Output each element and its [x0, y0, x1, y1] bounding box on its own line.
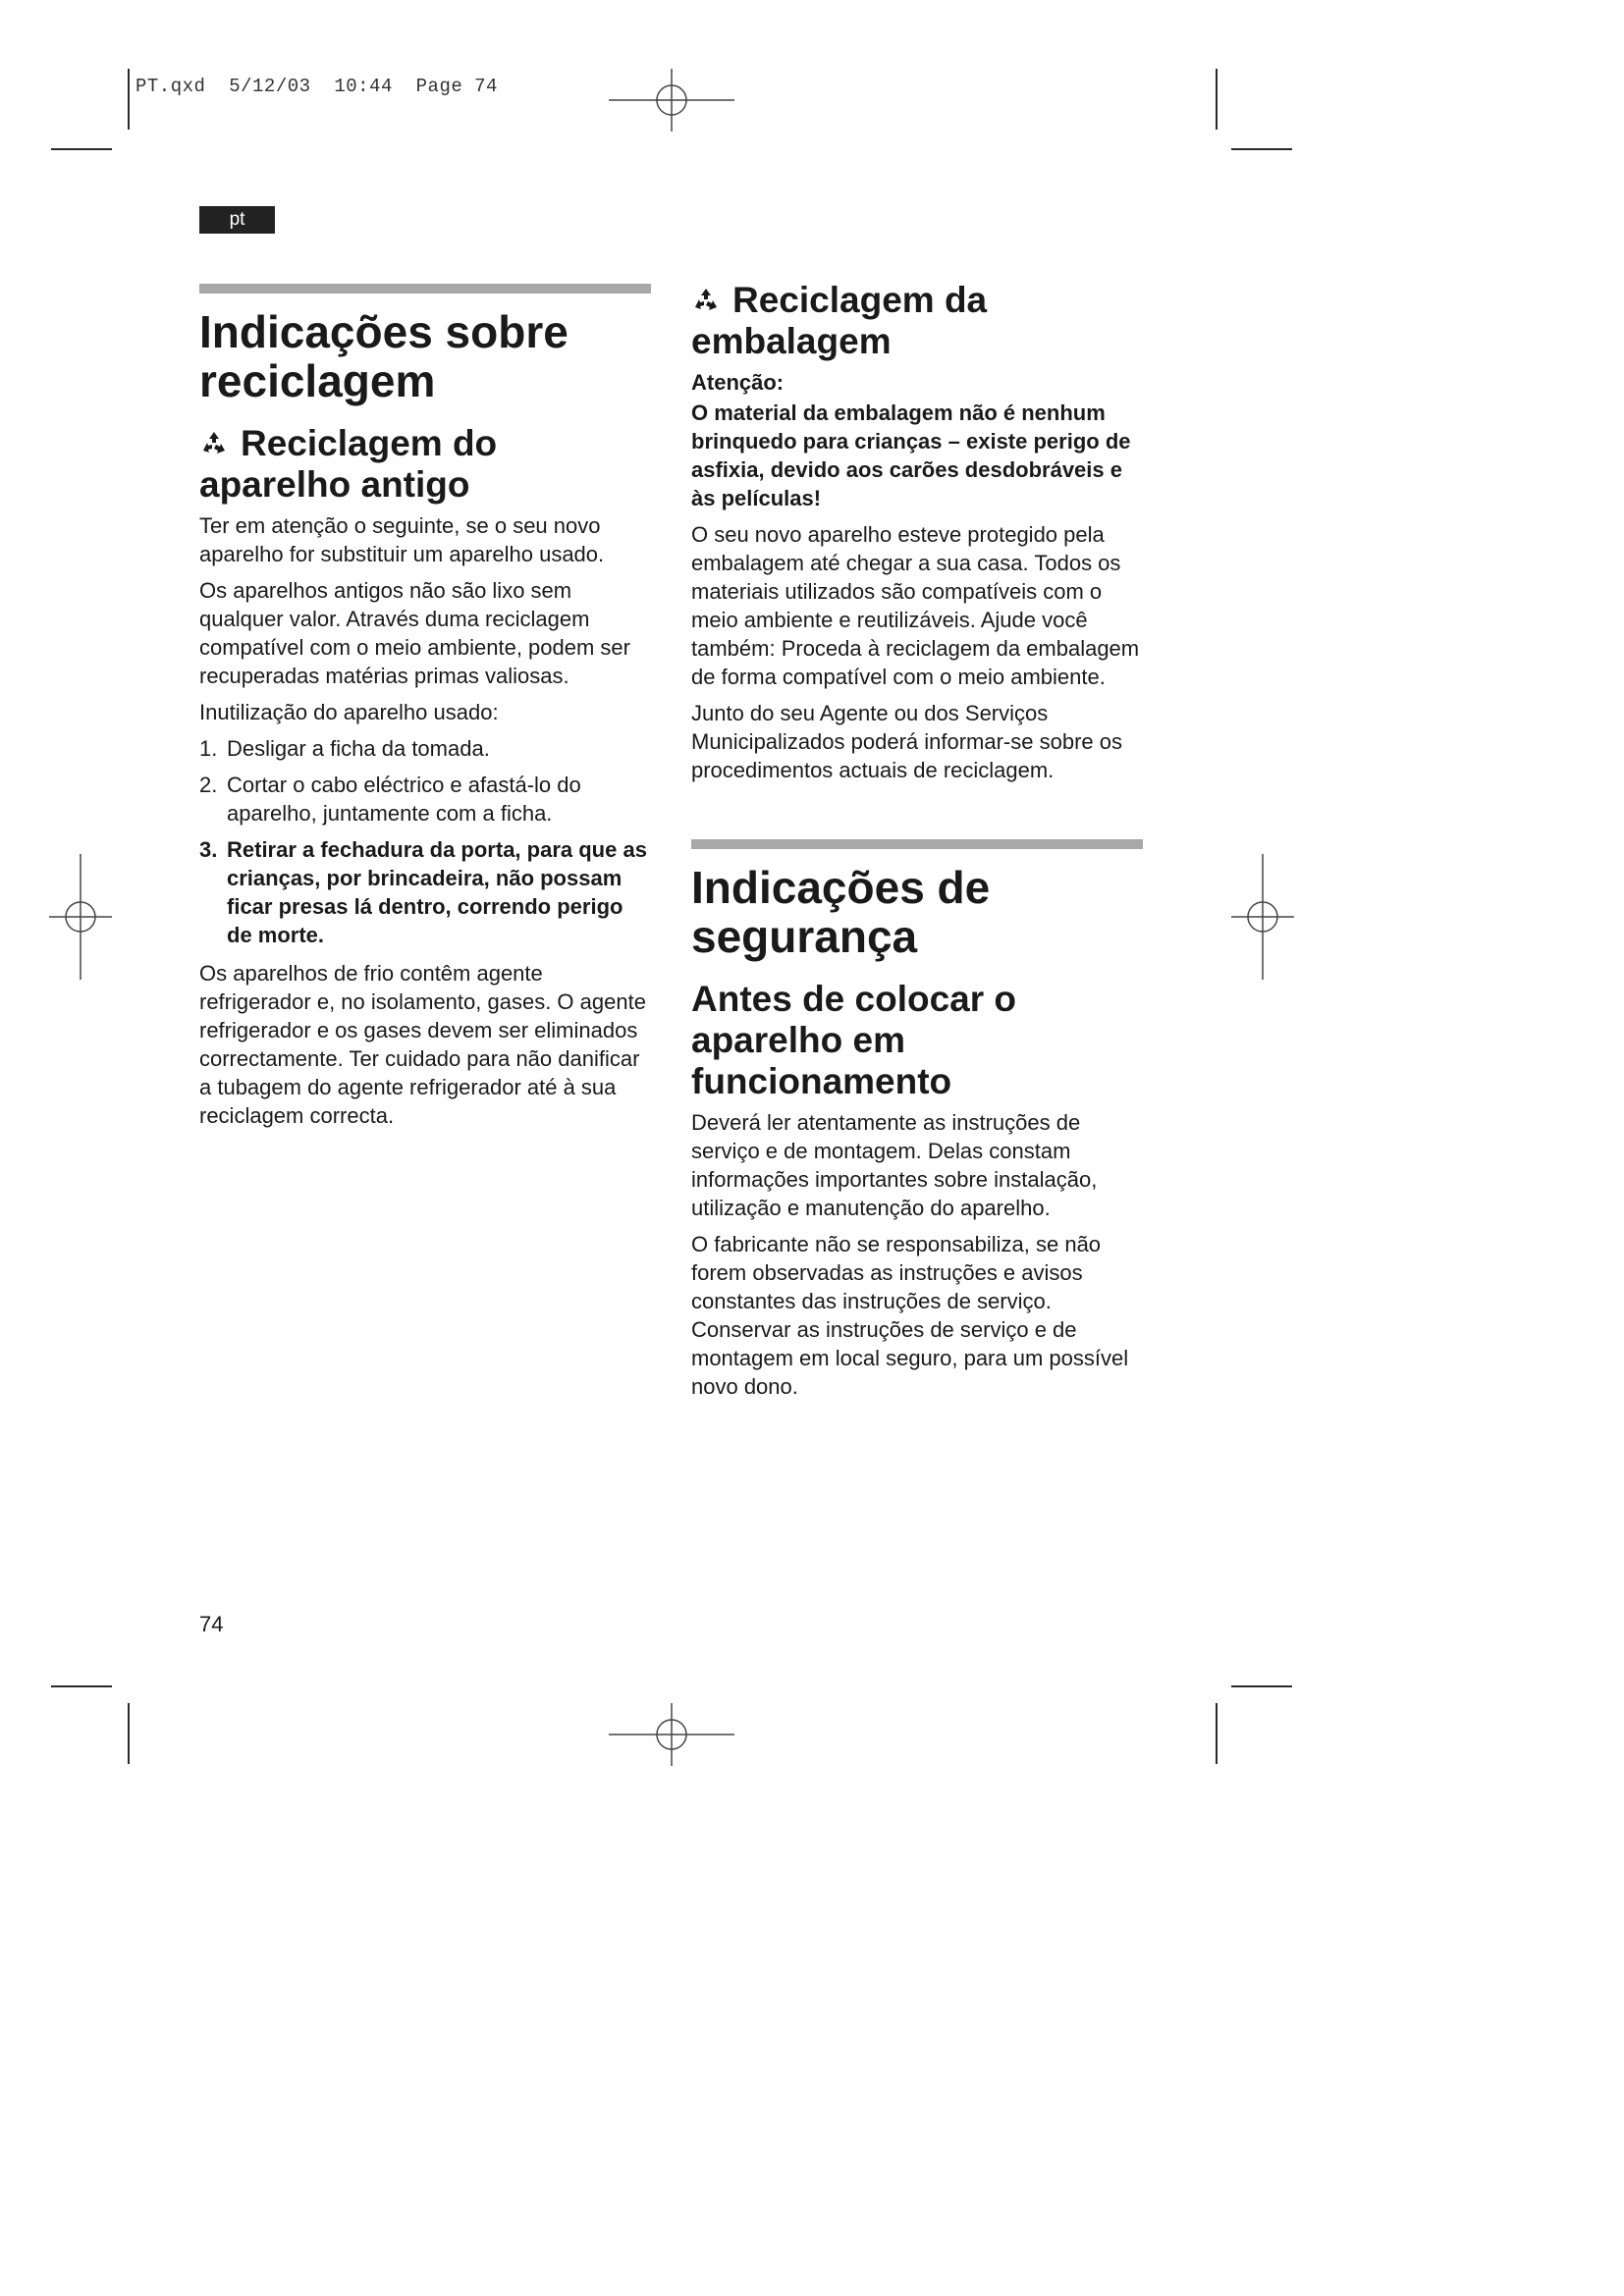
- registration-mark-left: [49, 854, 112, 980]
- section-rule: [199, 284, 651, 294]
- paragraph: Junto do seu Agente ou dos Serviços Municipalizados poderá informar-se sobre os procedimentos actuais de reciclagem.: [691, 701, 1122, 782]
- crop-mark: [128, 1703, 130, 1764]
- heading-packaging-recycling: [691, 280, 1143, 362]
- paragraph: Os aparelhos antigos não são lixo sem qualquer valor. Através duma reciclagem compatível com o meio ambiente, podem ser recuperadas matérias primas valiosas.: [199, 578, 630, 688]
- crop-mark: [1216, 1703, 1218, 1764]
- list-item: [199, 734, 651, 763]
- paragraph: O seu novo aparelho esteve protegido pela embalagem até chegar a sua casa. Todos os materiais utilizados são compatíveis com o meio ambiente e reutilizáveis. Ajude você também: Proceda à reciclagem da embalagem de forma compatível com o meio ambiente.: [691, 522, 1140, 689]
- recycle-icon: [199, 429, 229, 458]
- disposal-steps-list: [199, 734, 651, 949]
- step-text: Desligar a ficha da tomada.: [227, 736, 490, 761]
- paragraph: Deverá ler atentamente as instruções de serviço e de montagem. Delas constam informações importantes sobre instalação, utilização e manutenção do aparelho.: [691, 1110, 1098, 1220]
- recycle-icon: [691, 286, 721, 315]
- crop-mark: [1231, 1685, 1292, 1687]
- left-column: [199, 284, 651, 1138]
- page-title-recycling: Indicações sobre reciclagem: [199, 306, 568, 406]
- crop-mark: [128, 69, 130, 130]
- step-text: Retirar a fechadura da porta, para que as crianças, por brincadeira, não possam ficar presas lá dentro, correndo perigo de morte.: [227, 837, 647, 947]
- step-number: 2.: [199, 773, 218, 797]
- attention-label: Atenção:: [691, 370, 785, 395]
- heading-text: Reciclagem da embalagem: [691, 280, 988, 361]
- crop-mark: [51, 1685, 112, 1687]
- list-item: [199, 771, 651, 828]
- step-number: 3.: [199, 837, 218, 862]
- right-column: [691, 280, 1143, 1409]
- crop-mark: [1216, 69, 1218, 130]
- step-text: Cortar o cabo eléctrico e afastá-lo do aparelho, juntamente com a ficha.: [227, 773, 581, 826]
- registration-mark-bottom: [609, 1703, 734, 1766]
- registration-mark-right: [1231, 854, 1294, 980]
- heading-old-appliance-recycling: [199, 423, 651, 506]
- paragraph: O fabricante não se responsabiliza, se não forem observadas as instruções e avisos constantes das instruções de serviço. Conservar as instruções de serviço e de montagem em local seguro, para um possível novo dono.: [691, 1232, 1129, 1399]
- heading-text: Reciclagem do aparelho antigo: [199, 423, 498, 505]
- paragraph: Ter em atenção o seguinte, se o seu novo aparelho for substituir um aparelho usado.: [199, 513, 605, 566]
- step-number: 1.: [199, 736, 218, 761]
- crop-mark: [51, 148, 112, 150]
- heading-before-operation: Antes de colocar o aparelho em funcionamento: [691, 979, 1017, 1101]
- page-number: 74: [199, 1612, 224, 1636]
- crop-mark: [1231, 148, 1292, 150]
- page-title-safety: Indicações de segurança: [691, 862, 991, 962]
- registration-mark-top: [609, 69, 734, 132]
- print-slug: PT.qxd 5/12/03 10:44 Page 74: [135, 76, 498, 97]
- list-item: [199, 835, 651, 949]
- warning-text: O material da embalagem não é nenhum brinquedo para crianças – existe perigo de asfixia, devido aos carões desdobráveis e às películas!: [691, 400, 1131, 510]
- language-tab: pt: [199, 206, 275, 234]
- section-rule: [691, 839, 1143, 849]
- paragraph: Inutilização do aparelho usado:: [199, 700, 499, 724]
- paragraph: Os aparelhos de frio contêm agente refrigerador e, no isolamento, gases. O agente refrigerador e os gases devem ser eliminados correctamente. Ter cuidado para não danificar a tubagem do agente refrigerador até à sua reciclagem correcta.: [199, 961, 646, 1128]
